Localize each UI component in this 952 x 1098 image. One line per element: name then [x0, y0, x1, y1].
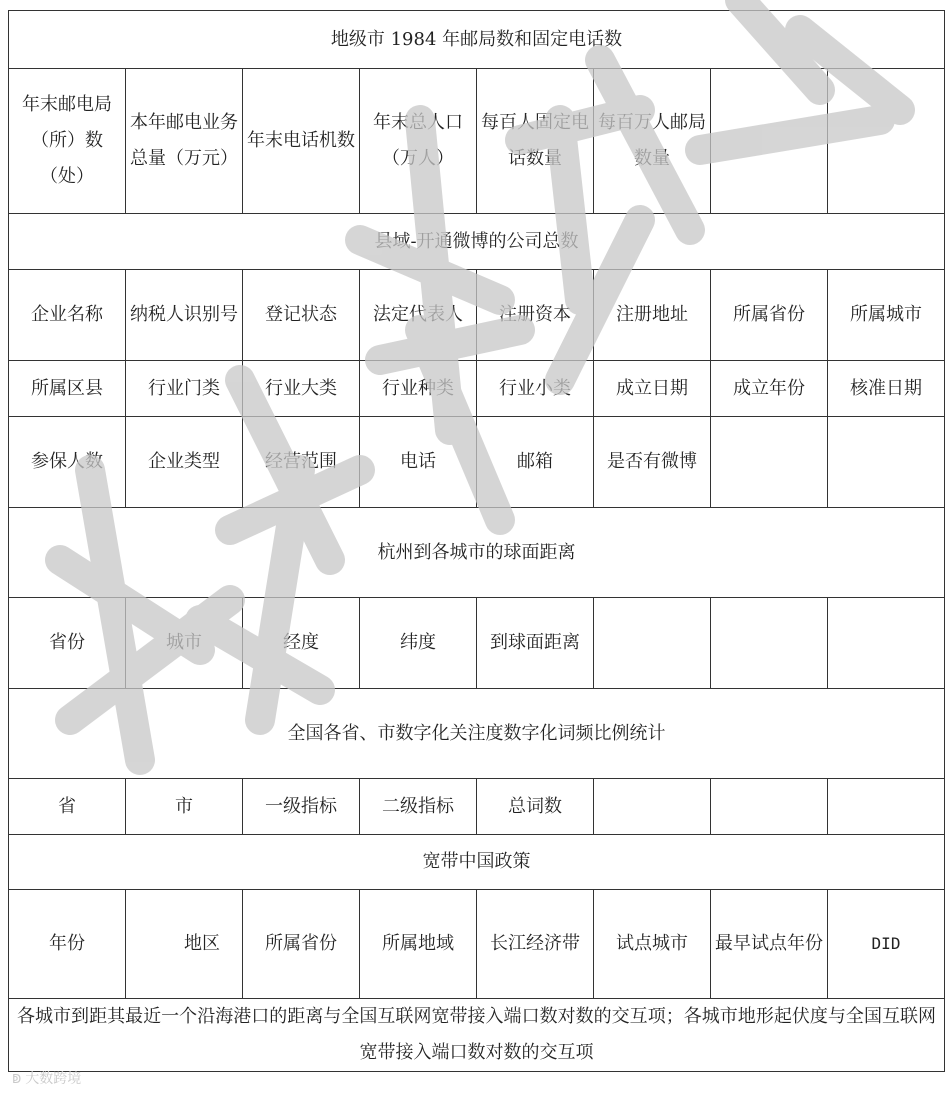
field-cell: 行业小类: [477, 361, 594, 417]
empty-cell: [711, 417, 828, 508]
field-cell: 所属省份: [711, 270, 828, 361]
field-cell: 地区: [126, 890, 243, 999]
field-cell: 核准日期: [828, 361, 945, 417]
empty-cell: [828, 598, 945, 689]
field-cell: 注册地址: [594, 270, 711, 361]
section-title-weibo-companies: 县域-开通微博的公司总数: [9, 214, 945, 270]
field-cell: 总词数: [477, 779, 594, 835]
field-cell: 市: [126, 779, 243, 835]
data-fields-table: [8, 10, 945, 1072]
field-cell: 年末电话机数: [243, 69, 360, 214]
field-cell: 邮箱: [477, 417, 594, 508]
field-cell: 所属省份: [243, 890, 360, 999]
field-cell: 年末邮电局（所）数（处）: [9, 69, 126, 214]
footer-interaction-terms: 各城市到距其最近一个沿海港口的距离与全国互联网宽带接入端口数对数的交互项；各城市地形起伏度与全国互联网宽带接入端口数对数的交互项: [9, 999, 945, 1072]
empty-cell: [711, 69, 828, 214]
field-cell: 经营范围: [243, 417, 360, 508]
empty-cell: [594, 598, 711, 689]
empty-cell: [828, 417, 945, 508]
field-cell: 二级指标: [360, 779, 477, 835]
field-cell: 行业种类: [360, 361, 477, 417]
field-cell: DID: [828, 890, 945, 999]
field-cell: 纳税人识别号: [126, 270, 243, 361]
field-cell: 所属城市: [828, 270, 945, 361]
section-title-digital-attention: 全国各省、市数字化关注度数字化词频比例统计: [9, 689, 945, 779]
field-cell: 年末总人口（万人）: [360, 69, 477, 214]
field-cell: 企业类型: [126, 417, 243, 508]
field-cell: 长江经济带: [477, 890, 594, 999]
field-cell: 省份: [9, 598, 126, 689]
field-cell: 一级指标: [243, 779, 360, 835]
field-cell: 城市: [126, 598, 243, 689]
field-cell: 参保人数: [9, 417, 126, 508]
section-title-broadband-policy: 宽带中国政策: [9, 835, 945, 890]
field-cell: 经度: [243, 598, 360, 689]
field-cell: 是否有微博: [594, 417, 711, 508]
field-cell: 本年邮电业务总量（万元）: [126, 69, 243, 214]
field-cell: 最早试点年份: [711, 890, 828, 999]
field-cell: 试点城市: [594, 890, 711, 999]
field-cell: 注册资本: [477, 270, 594, 361]
logo-mark-icon: ↁ: [12, 1072, 22, 1086]
field-cell: 成立日期: [594, 361, 711, 417]
field-cell: 行业门类: [126, 361, 243, 417]
field-cell: 每百人固定电话数量: [477, 69, 594, 214]
field-cell: 纬度: [360, 598, 477, 689]
field-cell: 登记状态: [243, 270, 360, 361]
field-cell: 到球面距离: [477, 598, 594, 689]
field-cell: 企业名称: [9, 270, 126, 361]
field-cell: 每百万人邮局数量: [594, 69, 711, 214]
section-title-postal-phone: 地级市 1984 年邮局数和固定电话数: [9, 11, 945, 69]
section-title-hangzhou-distance: 杭州到各城市的球面距离: [9, 508, 945, 598]
empty-cell: [828, 69, 945, 214]
field-cell: 电话: [360, 417, 477, 508]
field-cell: 所属地域: [360, 890, 477, 999]
field-cell: 省: [9, 779, 126, 835]
empty-cell: [711, 779, 828, 835]
logo-text: 大数跨境: [25, 1071, 82, 1087]
watermark-logo: [12, 1068, 81, 1088]
field-cell: 成立年份: [711, 361, 828, 417]
field-cell: 行业大类: [243, 361, 360, 417]
field-cell: 年份: [9, 890, 126, 999]
empty-cell: [711, 598, 828, 689]
empty-cell: [594, 779, 711, 835]
field-cell: 所属区县: [9, 361, 126, 417]
field-cell: 法定代表人: [360, 270, 477, 361]
empty-cell: [828, 779, 945, 835]
